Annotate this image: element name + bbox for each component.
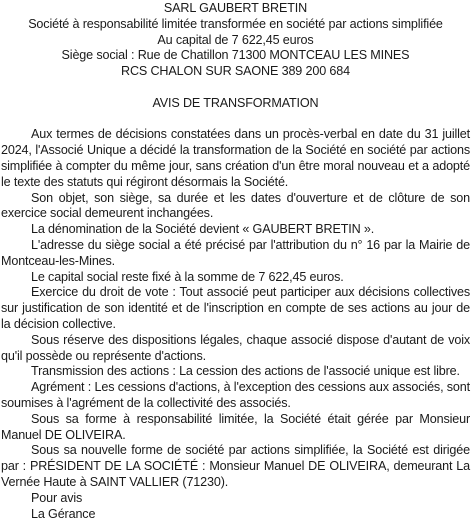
notice-title: AVIS DE TRANSFORMATION — [1, 96, 470, 112]
paragraph-office-address: L'adresse du siège social a été précisé par l'attribution du n° 16 par la Mairie de Montceau-les-Mines. — [1, 238, 470, 270]
rcs-registration: RCS CHALON SUR SAONE 389 200 684 — [1, 64, 470, 80]
closing-pour-avis: Pour avis — [1, 491, 470, 507]
company-legal-form: Société à responsabilité limitée transformée en société par actions simplifiée — [1, 17, 470, 33]
closing-signatory: La Gérance — [1, 507, 470, 522]
paragraph-transformation-decision: Aux termes de décisions constatées dans un procès-verbal en date du 31 juillet 2024, l'Associé Unique a décidé la transformation de la Société en société par actions simplifiée à compter du même jour, sans création d'un être moral nouveau et a adopté le texte des statuts qui régiront désormais la Société. — [1, 127, 470, 190]
paragraph-votes-per-share: Sous réserve des dispositions légales, chaque associé dispose d'autant de voix qu'il possède ou représente d'actions. — [1, 333, 470, 365]
registered-office: Siège social : Rue de Chatillon 71300 MONTCEAU LES MINES — [1, 48, 470, 64]
share-capital: Au capital de 7 622,45 euros — [1, 33, 470, 49]
paragraph-unchanged-terms: Son objet, son siège, sa durée et les dates d'ouverture et de clôture de son exercice social demeurent inchangées. — [1, 191, 470, 223]
spacer — [1, 80, 470, 96]
paragraph-new-management: Sous sa nouvelle forme de société par actions simplifiée, la Société est dirigée par : PRÉSIDENT DE LA SOCIÉTÉ : Monsieur Manuel DE OLIVEIRA, demeurant La Vernée Haute à SAINT VALLIER (71230). — [1, 443, 470, 490]
spacer — [1, 112, 470, 128]
paragraph-company-name: La dénomination de la Société devient « GAUBERT BRETIN ». — [1, 222, 470, 238]
paragraph-share-transfer: Transmission des actions : La cession des actions de l'associé unique est libre. — [1, 364, 470, 380]
paragraph-approval: Agrément : Les cessions d'actions, à l'exception des cessions aux associés, sont soumises à l'agrément de la collectivité des associés. — [1, 380, 470, 412]
paragraph-share-capital: Le capital social reste fixé à la somme de 7 622,45 euros. — [1, 270, 470, 286]
paragraph-former-management: Sous sa forme à responsabilité limitée, la Société était gérée par Monsieur Manuel DE OLIVEIRA. — [1, 412, 470, 444]
paragraph-voting-rights: Exercice du droit de vote : Tout associé peut participer aux décisions collectives sur justification de son identité et de l'inscription en compte de ses actions au jour de la décision collective. — [1, 285, 470, 332]
company-name: SARL GAUBERT BRETIN — [1, 1, 470, 17]
